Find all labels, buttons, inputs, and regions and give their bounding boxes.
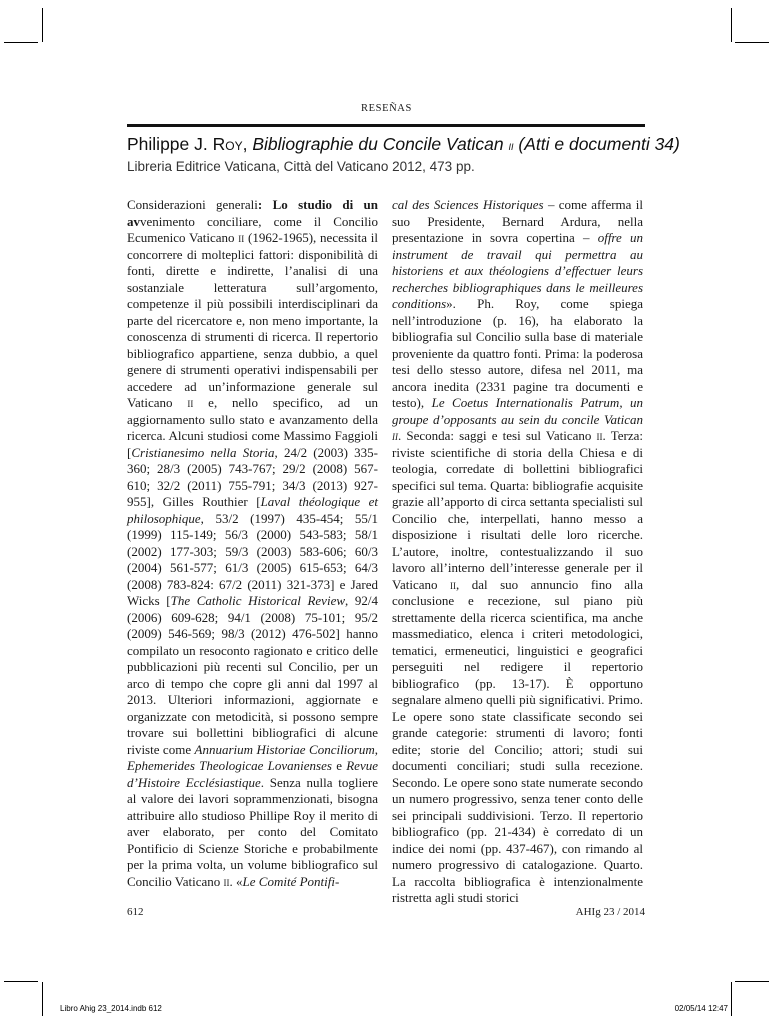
crop-mark-top-left-h — [4, 42, 38, 43]
crop-mark-bottom-right-v — [731, 982, 732, 1016]
book-title: Bibliographie du Concile Vatican ii (Atti e documenti 34) — [252, 134, 680, 154]
paragraph: cal des Sciences Historiques – come afferma il suo Presidente, Bernard Ardura, nella presentazione in sovra copertina – offre un instrument de travail qui permettra au historiens et aux théologiens d’effectuer leurs recherches bibliographiques dans le meilleures conditions». Ph. Roy, come spiega nell’introduzione (p. 16), ha elaborato la bibliografia sul Concilio sulla base di materiale proveniente da quattro fonti. Prima: la poderosa tesi dello stesso autore, difesa nel 2011, ma ancora inedita (2331 pagine tra documenti e testo), Le Coetus Internationalis Patrum, un groupe d’opposants au sein du concile Vatican ii. Seconda: saggi e tesi sul Vaticano ii. Terza: riviste scientifiche di storia della Chiesa e di teologia, corredate di bollettini bibliografici specifici sul tema. Quarta: bibliografie acquisite grazie all’apporto di circa settanta specialisti sul Concilio che, interpellati, hanno messo a disposizione i risultati delle loro ricerche. L’autore, inoltre, contestualizzando il suo lavoro all’interno dell’interesse generale per il Vaticano ii, dal suo annuncio fino alla conclusione e recezione, sul piano più strettamente della ricerca scientifica, ma anche massmediatico, elenca i criteri metodologici, tematici, ermeneutici, linguistici e geografici perseguiti nel redigere il repertorio bibliografico (pp. 13-17). È opportuno segnalare almeno quelli più significativi. Primo. Le opere sono state classificate secondo sei grande categorie: strumenti di lavoro; fonti edite; storie del Concilio; attori; studi sui documenti conciliari; studi sulla recezione. Secondo. Le opere sono state numerate secondo un numero progressivo, senza tener conto delle sei principali suddivisioni. Terzo. Il repertorio bibliografico (pp. 21-434) è corredato di un indice dei nomi (pp. 437-467), con rimando al numero progressivo di catalogazione. Quarto. La raccolta bibliografica è intenzionalmente ristretta agli studi storici — [392, 197, 644, 905]
title-rule — [127, 124, 645, 127]
crop-mark-top-right-h — [735, 42, 769, 43]
slug-file-info: Libro Ahig 23_2014.indb 612 — [60, 1004, 162, 1013]
body-column-right — [392, 197, 643, 907]
review-header — [127, 133, 680, 177]
crop-mark-top-right-v — [731, 8, 732, 42]
review-title — [127, 133, 680, 157]
running-head: RESEÑAS — [361, 103, 412, 114]
crop-mark-bottom-left-h — [4, 981, 38, 982]
crop-mark-bottom-right-h — [735, 981, 769, 982]
crop-mark-bottom-left-v — [42, 982, 43, 1016]
author-last: Roy — [212, 134, 243, 154]
body-column-left — [127, 197, 378, 890]
journal-footer: AHIg 23 / 2014 — [575, 906, 645, 918]
crop-mark-top-left-v — [42, 8, 43, 42]
author-first: Philippe J. — [127, 134, 213, 154]
paragraph: Considerazioni generali: Lo studio di un avvenimento conciliare, come il Concilio Ecumenico Vaticano ii (1962-1965), necessita il concorrere di molteplici fattori: disponibilità di fonti, dirette e indirette, l’analisi di una sostanziale letteratura sull’argomento, competenze il più possibili interdisciplinari da parte del ricercatore e, non meno importante, la conoscenza di strumenti di ricerca. Il repertorio bibliografico appartiene, senza dubbio, a quel genere di strumenti operativi indispensabili per accedere ad un’informazione generale sul Vaticano ii e, nello specifico, ad un aggiornamento sullo stato e avanzamento della ricerca. Alcuni studiosi come Massimo Faggioli [Cristianesimo nella Storia, 24/2 (2003) 335-360; 28/3 (2005) 743-767; 29/2 (2008) 567-610; 32/2 (2011) 755-791; 34/3 (2013) 927-955], Gilles Routhier [Laval théologique et philosophique, 53/2 (1997) 435-454; 55/1 (1999) 115-149; 56/3 (2000) 543-583; 58/1 (2002) 177-303; 59/3 (2003) 583-606; 60/3 (2004) 561-577; 61/3 (2005) 615-653; 64/3 (2008) 783-824: 67/2 (2011) 321-373] e Jared Wicks [The Catholic Historical Review, 92/4 (2006) 609-628; 94/1 (2008) 75-101; 95/2 (2009) 546-569; 98/3 (2012) 476-502] hanno compilato un resoconto ragionato e critico delle pubblicazioni più recenti sul Concilio, per un arco di tempo che copre gli anni dal 1997 al 2013. Ulteriori informazioni, aggiornate e organizzate con metodicità, si possono sempre trovare sui bollettini bibliografici di alcune riviste come Annuarium Historiae Conciliorum, Ephemerides Theologicae Lovanienses e Revue d’Histoire Ecclésiastique. Senza nulla togliere al valore dei lavori soprammenzionati, bisogna attribuire allo studioso Phillipe Roy il merito di aver elaborato, per conto del Comitato Pontificio di Scienze Storiche e probabilmente per la prima volta, un volume bibliografico sul Concilio Vaticano ii. «Le Comité Pontifi- — [127, 197, 379, 889]
slug-date: 02/05/14 12:47 — [674, 1004, 728, 1013]
publisher-line: Libreria Editrice Vaticana, Città del Vaticano 2012, 473 pp. — [127, 159, 475, 174]
title-comma: , — [242, 134, 253, 154]
page-number: 612 — [127, 906, 144, 918]
